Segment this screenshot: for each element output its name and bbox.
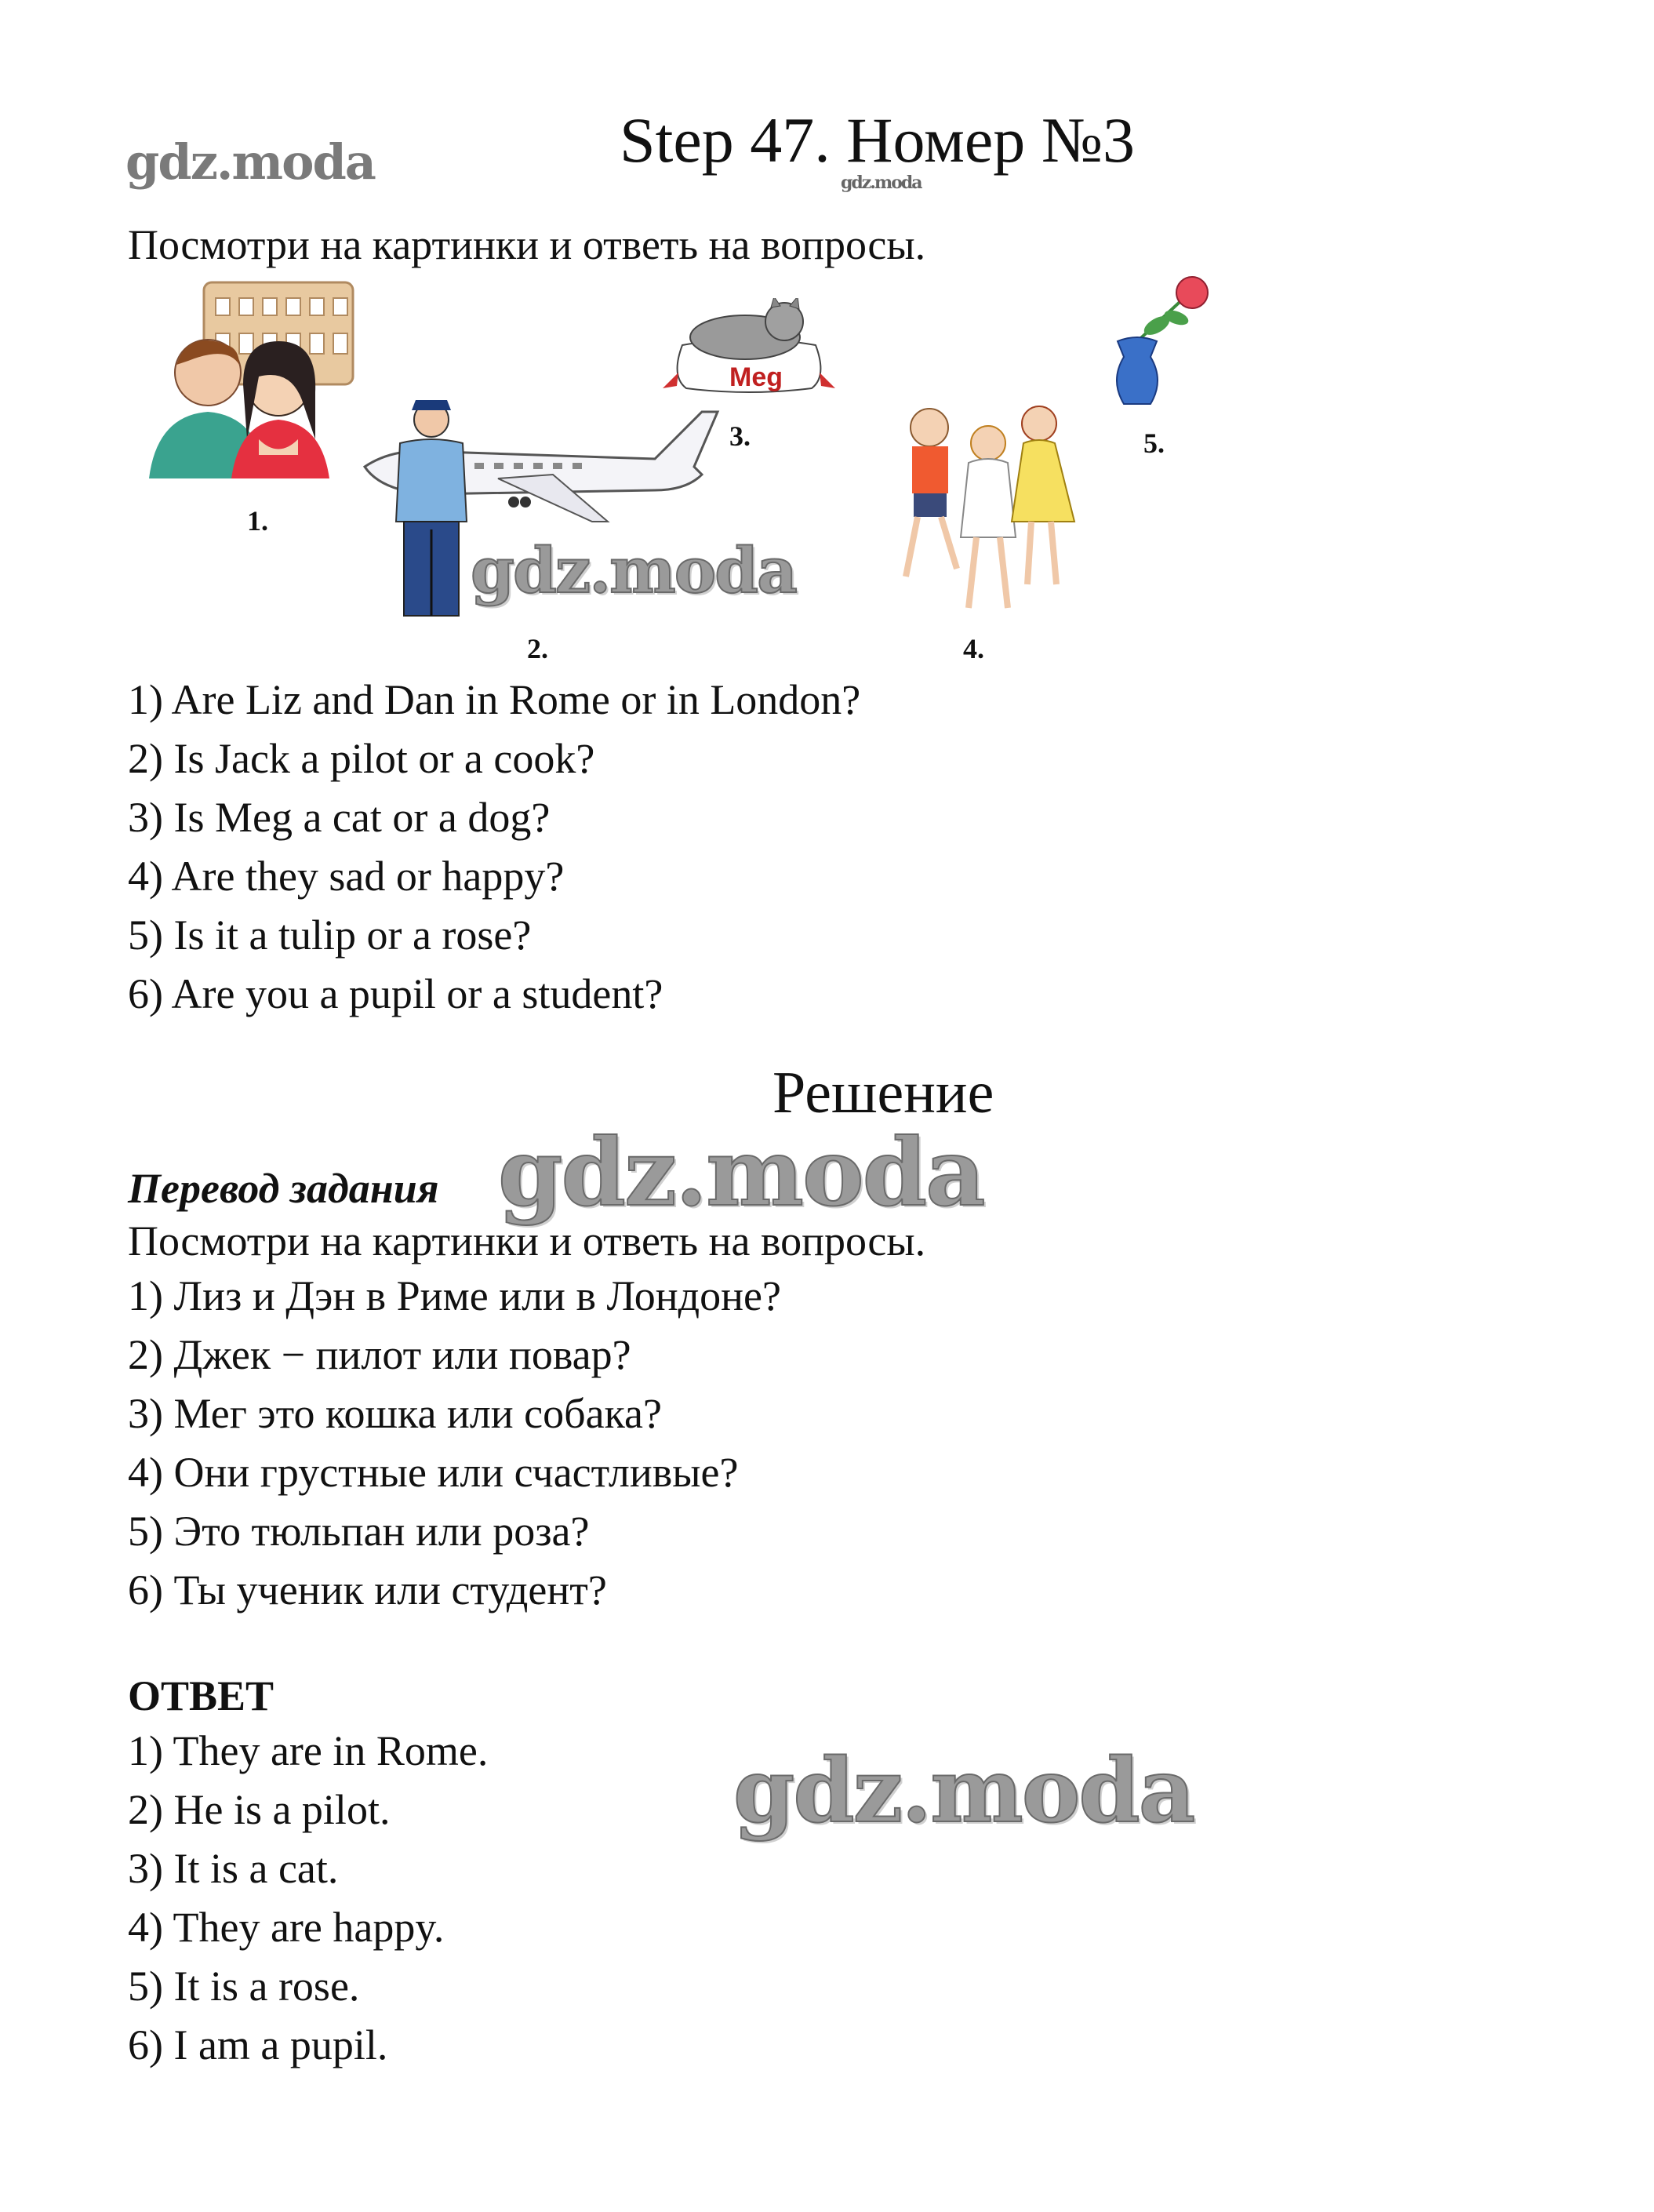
answer-heading: ОТВЕТ bbox=[128, 1672, 274, 1719]
translation-instruction: Посмотри на картинки и ответь на вопросы. bbox=[128, 1217, 926, 1264]
translated-question-3: 3) Мег это кошка или собака? bbox=[128, 1390, 662, 1437]
page-title: Step 47. Номер №3 bbox=[620, 104, 1135, 176]
answer-4: 4) They are happy. bbox=[128, 1904, 445, 1951]
question-3: 3) Is Meg a cat or a dog? bbox=[128, 794, 551, 841]
solution-heading: Решение bbox=[772, 1060, 994, 1126]
picture-rome-couple bbox=[141, 275, 392, 486]
solution-watermark: gdz.moda bbox=[498, 1118, 984, 1227]
translated-question-6: 6) Ты ученик или студент? bbox=[128, 1566, 607, 1614]
task-instruction: Посмотри на картинки и ответь на вопросы. bbox=[128, 221, 926, 268]
meg-label: Meg bbox=[729, 362, 783, 392]
translation-heading: Перевод задания bbox=[128, 1165, 439, 1212]
picture-rose-vase bbox=[1102, 271, 1220, 420]
question-2: 2) Is Jack a pilot or a cook? bbox=[128, 735, 595, 782]
title-watermark: gdz.moda bbox=[841, 173, 922, 193]
picture-label-5: 5. bbox=[1143, 427, 1165, 459]
answer-watermark: gdz.moda bbox=[733, 1740, 1194, 1843]
question-4: 4) Are they sad or happy? bbox=[128, 853, 565, 900]
answer-2: 2) He is a pilot. bbox=[128, 1786, 391, 1833]
picture-label-1: 1. bbox=[247, 505, 268, 537]
picture-label-3: 3. bbox=[729, 420, 751, 452]
translated-question-4: 4) Они грустные или счастливые? bbox=[128, 1449, 739, 1496]
picture-label-2: 2. bbox=[527, 633, 548, 664]
question-6: 6) Are you a pupil or a student? bbox=[128, 970, 663, 1017]
picture-cat-meg bbox=[655, 298, 843, 400]
answer-3: 3) It is a cat. bbox=[128, 1845, 339, 1892]
picture-label-4: 4. bbox=[963, 633, 984, 664]
translated-question-1: 1) Лиз и Дэн в Риме или в Лондоне? bbox=[128, 1272, 781, 1319]
translated-question-2: 2) Джек − пилот или повар? bbox=[128, 1331, 631, 1378]
answer-6: 6) I am a pupil. bbox=[128, 2021, 388, 2068]
picture-watermark: gdz.moda bbox=[471, 533, 796, 607]
question-1: 1) Are Liz and Dan in Rome or in London? bbox=[128, 676, 861, 723]
answer-5: 5) It is a rose. bbox=[128, 1963, 360, 2010]
header-watermark: gdz.moda bbox=[125, 133, 375, 191]
picture-happy-children bbox=[882, 396, 1086, 631]
translated-question-5: 5) Это тюльпан или роза? bbox=[128, 1508, 590, 1555]
answer-1: 1) They are in Rome. bbox=[128, 1727, 489, 1774]
question-5: 5) Is it a tulip or a rose? bbox=[128, 911, 532, 959]
